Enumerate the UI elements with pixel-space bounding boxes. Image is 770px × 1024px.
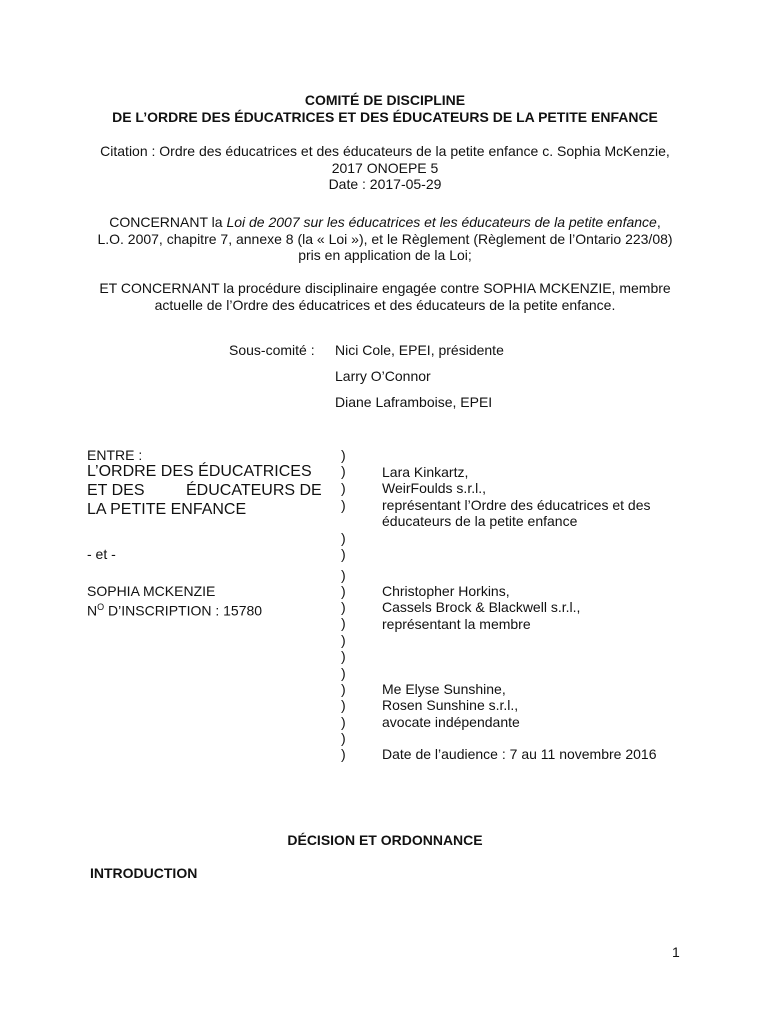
reg-prefix: N (87, 602, 98, 619)
bracket: ) (341, 583, 346, 599)
college-counsel-role-cont: éducateurs de la petite enfance (382, 513, 578, 529)
concernant-line2: L.O. 2007, chapitre 7, annexe 8 (la « Loi »), et le Règlement (Règlement de l’Ontario 223/08) (97, 231, 673, 247)
registration-number (87, 599, 262, 620)
college-counsel-firm: WeirFoulds s.r.l., (382, 480, 486, 496)
bracket: ) (341, 697, 346, 713)
member-name: SOPHIA MCKENZIE (87, 583, 216, 599)
panel-member: Diane Laframboise, EPEI (335, 394, 493, 410)
college-name-line1: L’ORDRE DES ÉDUCATRICES (87, 463, 312, 480)
bracket: ) (341, 497, 346, 513)
bracket: ) (341, 480, 346, 496)
concernant-prefix: CONCERNANT la (109, 214, 227, 230)
bracket: ) (341, 746, 346, 762)
bracket: ) (341, 665, 346, 681)
panel-member: Larry O’Connor (335, 368, 431, 384)
panel-member: Nici Cole, EPEI, présidente (335, 342, 504, 358)
bracket: ) (341, 730, 346, 746)
independent-counsel-role: avocate indépendante (382, 714, 520, 730)
reg-superscript: O (97, 602, 105, 612)
page-number: 1 (672, 944, 680, 960)
college-name-line2b: ÉDUCATEURS DE (186, 482, 322, 499)
concernant-line1 (0, 214, 770, 231)
bracket: ) (341, 546, 346, 562)
citation-line2: 2017 ONOEPE 5 (331, 160, 439, 176)
bracket: ) (341, 615, 346, 631)
concernant-line3: pris en application de la Loi; (298, 247, 472, 263)
college-counsel-role: représentant l’Ordre des éducatrices et des (382, 497, 651, 513)
independent-counsel-name: Me Elyse Sunshine, (382, 681, 506, 697)
entre-label: ENTRE : (87, 447, 143, 463)
introduction-heading: INTRODUCTION (90, 865, 198, 881)
et-concernant-line1: ET CONCERNANT la procédure disciplinaire engagée contre SOPHIA MCKENZIE, membre (99, 280, 671, 296)
independent-counsel-firm: Rosen Sunshine s.r.l., (382, 697, 519, 713)
committee-title: COMITÉ DE DISCIPLINE (304, 92, 466, 108)
decision-title: DÉCISION ET ORDONNANCE (287, 832, 483, 848)
et-separator: - et - (87, 546, 116, 562)
citation-date: Date : 2017-05-29 (328, 176, 442, 192)
bracket: ) (341, 714, 346, 730)
college-counsel-name: Lara Kinkartz, (382, 464, 469, 480)
reg-rest: D’INSCRIPTION : 15780 (104, 602, 263, 619)
et-concernant-line2: actuelle de l’Ordre des éducatrices et des éducateurs de la petite enfance. (154, 297, 616, 313)
hearing-date: Date de l’audience : 7 au 11 novembre 2016 (382, 746, 657, 762)
bracket: ) (341, 463, 346, 479)
concernant-suffix: , (656, 214, 661, 230)
member-counsel-firm: Cassels Brock & Blackwell s.r.l., (382, 599, 581, 615)
act-title: Loi de 2007 sur les éducatrices et les éducateurs de la petite enfance (226, 214, 657, 230)
bracket: ) (341, 567, 346, 583)
member-counsel-name: Christopher Horkins, (382, 583, 510, 599)
bracket: ) (341, 681, 346, 697)
citation-line1: Citation : Ordre des éducatrices et des éducateurs de la petite enfance c. Sophia McKenzie, (100, 143, 670, 159)
college-name-line3: LA PETITE ENFANCE (87, 501, 247, 518)
bracket: ) (341, 632, 346, 648)
bracket: ) (341, 599, 346, 615)
college-name-line2a: ET DES (87, 482, 145, 499)
bracket: ) (341, 530, 346, 546)
panel-label: Sous-comité : (229, 342, 315, 358)
order-title: DE L’ORDRE DES ÉDUCATRICES ET DES ÉDUCATEURS DE LA PETITE ENFANCE (112, 109, 658, 125)
bracket: ) (341, 648, 346, 664)
member-counsel-role: représentant la membre (382, 616, 531, 632)
bracket: ) (341, 447, 346, 463)
